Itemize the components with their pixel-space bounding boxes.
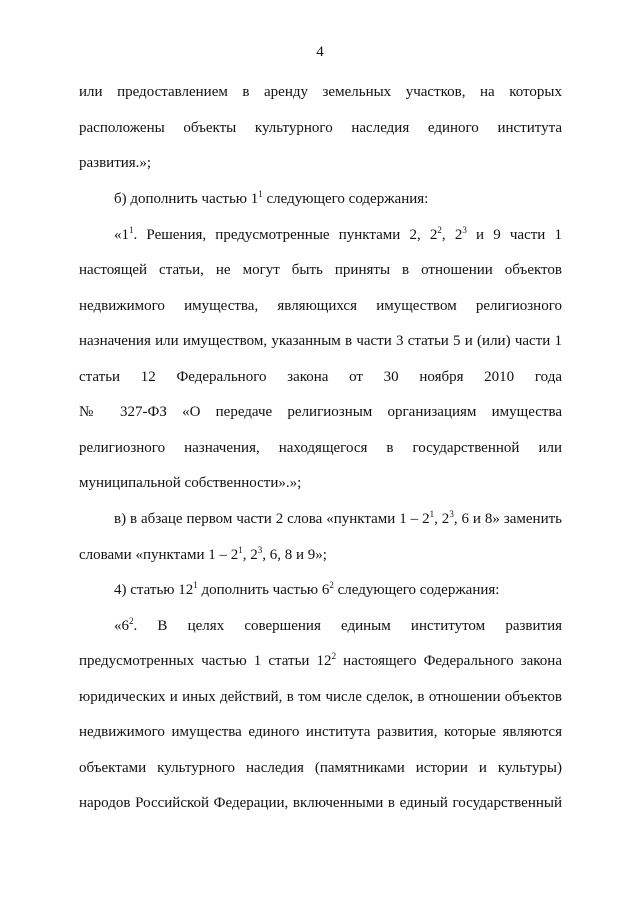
text-line: «$1^1$. Решения, предусмотренные пунктами 2, $2^2$, $2^3$ и 9 части 1 [114, 225, 562, 243]
page-number: 4 [316, 44, 324, 60]
text-line: религиозного назначения, находящегося в государственной или [79, 440, 562, 456]
text-line: объектами культурного наследия (памятниками истории и культуры) [79, 760, 562, 776]
text-line: настоящей статьи, не могут быть приняты в отношении объектов [79, 262, 562, 278]
text-line: б) дополнить частью $1^1$ следующего содержания: [114, 189, 429, 207]
text-line: предусмотренных частью 1 статьи $12^2$ настоящего Федерального закона [79, 651, 562, 669]
text-line: 4) статью $12^1$ дополнить частью $6^2$ следующего содержания: [114, 580, 500, 598]
text-line: статьи 12 Федерального закона от 30 ноября 2010 года [79, 369, 562, 385]
text-line: в) в абзаце первом части 2 слова «пунктами $1 - 2^1$, $2^3$, 6 и 8» заменить [114, 509, 563, 527]
text-line: муниципальной собственности».»; [79, 475, 302, 491]
text-line: «$6^2$. В целях совершения единым институтом развития [114, 616, 562, 634]
text-line: развития.»; [79, 155, 152, 171]
text-line: расположены объекты культурного наследия единого института [79, 120, 562, 136]
text-line: недвижимого имущества единого института развития, которые являются [79, 724, 562, 740]
text-line: или предоставлением в аренду земельных участков, на которых [79, 84, 562, 100]
text-line: назначения или имуществом, указанным в части 3 статьи 5 и (или) части 1 [79, 333, 562, 349]
text-line: недвижимого имущества, являющихся имуществом религиозного [79, 298, 562, 314]
text-line: № 327-ФЗ «О передаче религиозным организациям имущества [79, 404, 562, 420]
text-line: народов Российской Федерации, включенными в единый государственный [79, 795, 562, 811]
text-line: юридических и иных действий, в том числе сделок, в отношении объектов [79, 689, 562, 705]
text-line: словами «пунктами $1 - 2^1$, $2^3$, 6, 8 и 9»; [79, 545, 327, 563]
